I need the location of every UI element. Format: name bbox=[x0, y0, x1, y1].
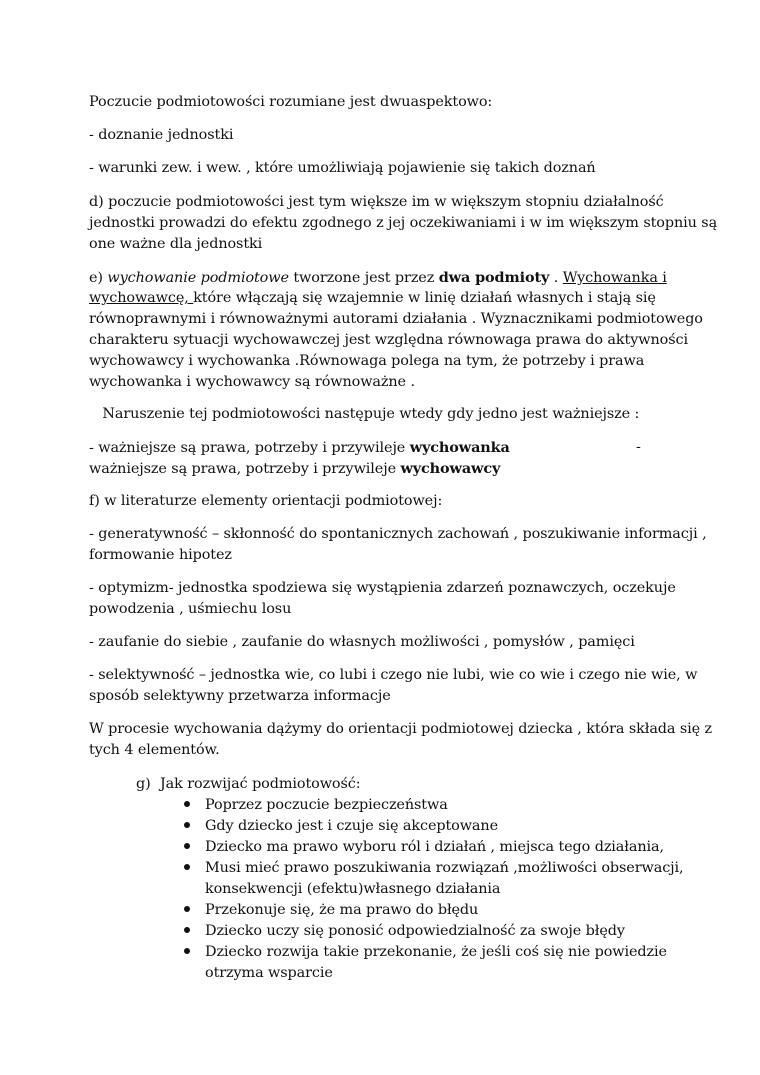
paragraph-d-line: d) poczucie podmiotowości jest tym większe im w większym stopniu działalność bbox=[89, 194, 664, 210]
importance-line bbox=[89, 458, 500, 480]
list-item: formowanie hipotez bbox=[89, 547, 232, 563]
bullet-icon bbox=[184, 801, 190, 807]
list-item: - optymizm- jednostka spodziewa się wystąpienia zdarzeń poznawczych, oczekuje bbox=[89, 580, 676, 596]
bullet-item: Gdy dziecko jest i czuje się akceptowane bbox=[205, 818, 498, 834]
list-item: - selektywność – jednostka wie, co lubi i czego nie lubi, wie co wie i czego nie wie, w bbox=[89, 667, 698, 683]
bullet-item: Dziecko uczy się ponosić odpowiedzialność za swoje błędy bbox=[205, 923, 625, 939]
bullet-item: Dziecko ma prawo wyboru ról i działań , miejsca tego działania, bbox=[205, 839, 664, 855]
paragraph-e-line bbox=[89, 267, 667, 289]
bullet-item: Przekonuje się, że ma prawo do błędu bbox=[205, 902, 479, 918]
text-run: które włączają się wzajemnie w linię działań własnych i stają się bbox=[193, 290, 656, 306]
bullet-item: Poprzez poczucie bezpieczeństwa bbox=[205, 797, 448, 813]
list-item: sposób selektywny przetwarza informacje bbox=[89, 688, 391, 704]
paragraph-w-line: tych 4 elementów. bbox=[89, 742, 220, 758]
list-item: - generatywność – skłonność do spontanicznych zachowań , poszukiwanie informacji , bbox=[89, 526, 707, 542]
paragraph-f-line: f) w literaturze elementy orientacji podmiotowej: bbox=[89, 493, 443, 509]
underlined-term: wychowawcę, bbox=[89, 290, 194, 306]
list-item: powodzenia , uśmiechu losu bbox=[89, 601, 292, 617]
violation-line: Naruszenie tej podmiotowości następuje wtedy gdy jedno jest ważniejsze : bbox=[89, 406, 640, 422]
bullet-icon bbox=[184, 906, 190, 912]
list-item: - warunki zew. i wew. , które umożliwiają pojawienie się takich doznań bbox=[89, 160, 596, 176]
bold-term: wychowawcy bbox=[400, 460, 501, 477]
text-run: - ważniejsze są prawa, potrzeby i przywileje bbox=[89, 440, 410, 456]
text-run: e) bbox=[89, 270, 108, 286]
bold-term: dwa podmioty bbox=[438, 269, 550, 286]
dash-mark: - bbox=[636, 439, 641, 455]
paragraph-w-line: W procesie wychowania dążymy do orientacji podmiotowej dziecka , która składa się z bbox=[89, 721, 713, 737]
section-g-label: g) bbox=[136, 776, 151, 792]
text-run: . bbox=[549, 270, 563, 286]
bullet-icon bbox=[184, 843, 190, 849]
bullet-icon bbox=[184, 822, 190, 828]
bullet-item: Musi mieć prawo poszukiwania rozwiązań ,możliwości obserwacji, bbox=[205, 860, 684, 876]
bullet-item-continuation: otrzyma wsparcie bbox=[205, 965, 333, 981]
paragraph-e-line: wychowanka i wychowawcy są równoważne . bbox=[89, 374, 415, 390]
paragraph-e-line: charakteru sytuacji wychowawczej jest względna równowaga prawa do aktywności bbox=[89, 332, 688, 348]
bullet-icon bbox=[184, 927, 190, 933]
paragraph-e-line: wychowawcy i wychowanka .Równowaga polega na tym, że potrzeby i prawa bbox=[89, 353, 645, 369]
bullet-item-continuation: konsekwencji (efektu)własnego działania bbox=[205, 881, 501, 897]
text-run: ważniejsze są prawa, potrzeby i przywileje bbox=[89, 461, 401, 477]
bullet-icon bbox=[184, 864, 190, 870]
paragraph-d-line: jednostki prowadzi do efektu zgodnego z jej oczekiwaniami i w im większym stopniu są bbox=[89, 215, 718, 231]
underlined-term: Wychowanka i bbox=[562, 270, 667, 286]
importance-line bbox=[89, 437, 510, 459]
paragraph-d-line: one ważne dla jednostki bbox=[89, 236, 263, 252]
intro-line: Poczucie podmiotowości rozumiane jest dwuaspektowo: bbox=[89, 94, 493, 110]
list-item: - zaufanie do siebie , zaufanie do własnych możliwości , pomysłów , pamięci bbox=[89, 634, 635, 650]
section-g-title: Jak rozwijać podmiotowość: bbox=[160, 776, 361, 792]
bullet-icon bbox=[184, 948, 190, 954]
bold-term: wychowanka bbox=[409, 439, 510, 456]
paragraph-e-line bbox=[89, 288, 656, 309]
italic-term: wychowanie podmiotowe bbox=[107, 270, 289, 286]
text-run: tworzone jest przez bbox=[288, 270, 439, 286]
bullet-item: Dziecko rozwija takie przekonanie, że jeśli coś się nie powiedzie bbox=[205, 944, 667, 960]
list-item: - doznanie jednostki bbox=[89, 127, 234, 143]
paragraph-e-line: równoprawnymi i równoważnymi autorami działania . Wyznacznikami podmiotowego bbox=[89, 311, 703, 327]
